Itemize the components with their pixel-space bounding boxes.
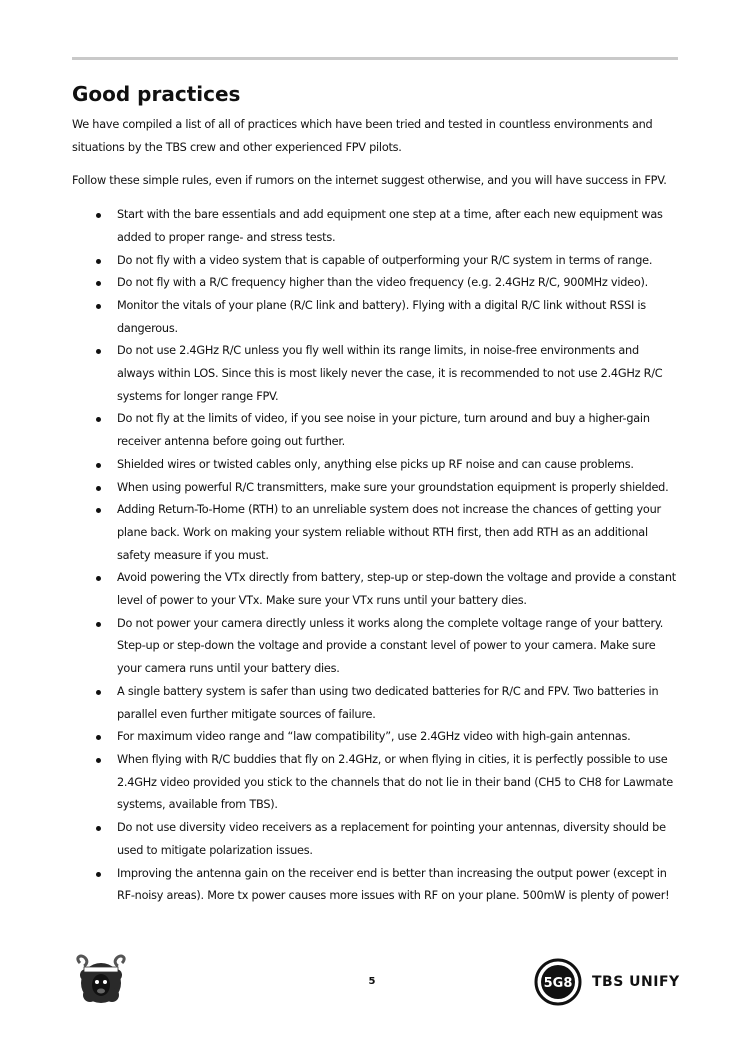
svg-text:5G8: 5G8 [543,976,573,991]
5g8-badge-icon [534,958,582,1006]
practice-item: A single battery system is safer than using two dedicated batteries for R/C and FPV. Two batteries in parallel even further mitigate sources of failure. [72,681,676,726]
practices-list [72,204,676,908]
practice-item: Shielded wires or twisted cables only, anything else picks up RF noise and can cause problems. [72,454,676,477]
practice-item: Do not fly with a video system that is capable of outperforming your R/C system in terms of range. [72,250,676,273]
rules-intro-paragraph: Follow these simple rules, even if rumors on the internet suggest otherwise, and you will have success in FPV. [72,174,667,188]
practice-item: Do not fly with a R/C frequency higher than the video frequency (e.g. 2.4GHz R/C, 900MHz video). [72,272,676,295]
practice-item: Adding Return-To-Home (RTH) to an unreliable system does not increase the chances of getting your plane back. Work on making your system reliable without RTH first, then add RTH as an additional safety measure if you must. [72,499,676,567]
sheep-logo-icon [72,953,130,1009]
intro-paragraph: We have compiled a list of all of practices which have been tried and tested in countless environments and situations by the TBS crew and other experienced FPV pilots. [72,118,653,154]
header-divider [72,57,678,60]
practice-item: Do not use diversity video receivers as a replacement for pointing your antennas, diversity should be used to mitigate polarization issues. [72,817,676,862]
practice-item: Do not use 2.4GHz R/C unless you fly well within its range limits, in noise-free environments and always within LOS. Since this is most likely never the case, it is recommended to not use 2.4GHz R/C systems for longer range FPV. [72,340,676,408]
practice-item: Do not power your camera directly unless it works along the complete voltage range of your battery. Step-up or step-down the voltage and provide a constant level of power to your camera. Make sure your camera runs until your battery dies. [72,613,676,681]
practice-item: Start with the bare essentials and add equipment one step at a time, after each new equipment was added to proper range- and stress tests. [72,204,676,249]
practice-item: For maximum video range and “law compatibility”, use 2.4GHz video with high-gain antennas. [72,726,676,749]
practice-item: When flying with R/C buddies that fly on 2.4GHz, or when flying in cities, it is perfectly possible to use 2.4GHz video provided you stick to the channels that do not lie in their band (CH5 to CH8 for Lawmate systems, available from TBS). [72,749,676,817]
content-body [72,114,676,908]
practice-item: Avoid powering the VTx directly from battery, step-up or step-down the voltage and provide a constant level of power to your VTx. Make sure your VTx runs until your battery dies. [72,567,676,612]
page-title: Good practices [72,82,241,106]
page-number: 5 [368,976,376,987]
practice-item: Monitor the vitals of your plane (R/C link and battery). Flying with a digital R/C link without RSSI is dangerous. [72,295,676,340]
practice-item: When using powerful R/C transmitters, make sure your groundstation equipment is properly shielded. [72,477,676,500]
practice-item: Improving the antenna gain on the receiver end is better than increasing the output power (except in RF-noisy areas). More tx power causes more issues with RF on your plane. 500mW is plenty of power! [72,863,676,908]
practice-item: Do not fly at the limits of video, if you see noise in your picture, turn around and buy a higher-gain receiver antenna before going out further. [72,408,676,453]
footer-brand: TBS UNIFY [592,974,680,990]
